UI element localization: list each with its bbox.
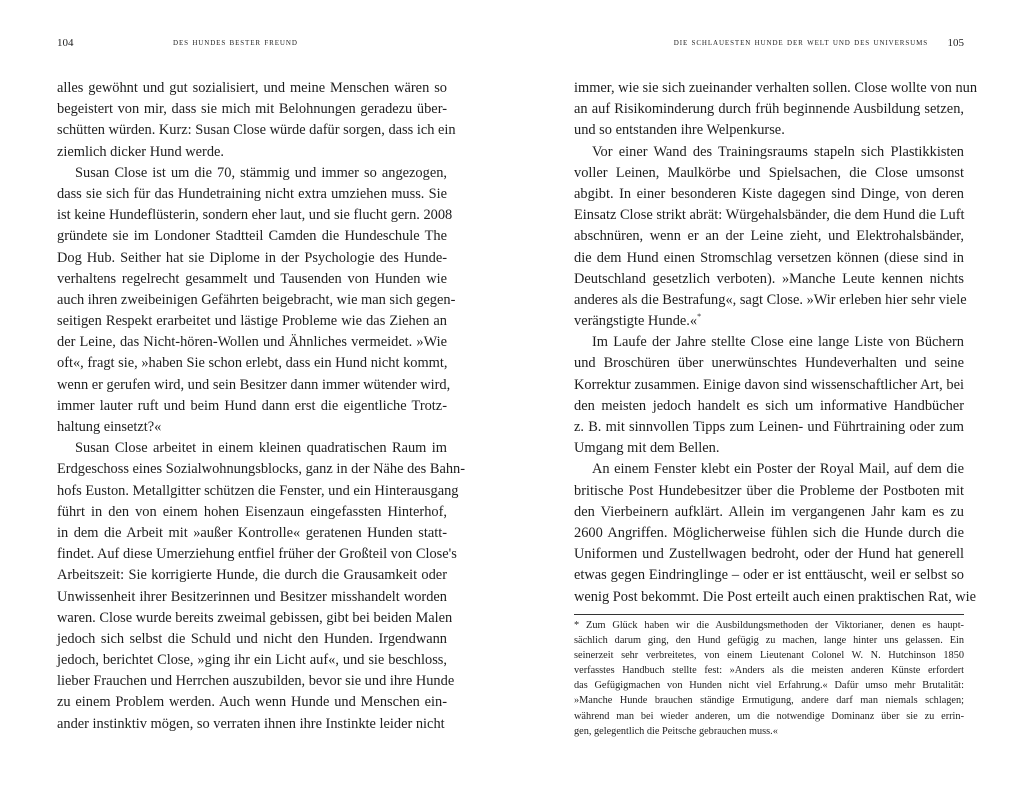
text-line: Umgang mit dem Bellen. <box>574 440 720 457</box>
text-line: Susan Close ist um die 70, stämmig und immer so angezogen, <box>75 164 447 181</box>
text-line: etwas gegen Eindringlinge – oder er ist enttäuscht, weil er selbst so <box>574 567 964 584</box>
text-line: Unwissenheit ihrer Besitzerinnen und Besitzer misshandelt worden <box>57 588 447 605</box>
text-line: hofs Euston. Metallgitter schützen die Fenster, und ein Hinterausgang <box>57 482 459 499</box>
text-line: dass sie sich für das Hundetraining nicht extra umziehen muss. Sie <box>57 185 447 202</box>
footnote-line: seinerzeit sehr verbreitetes, von einem Lieutenant Colonel W. N. Hutchinson 1850 <box>574 650 964 662</box>
running-title: des hundes bester freund <box>173 37 298 48</box>
body-text <box>57 78 466 735</box>
text-line: Erdgeschoss eines Sozialwohnungsblocks, ganz in der Nähe des Bahn- <box>57 461 466 478</box>
text-line: oft«, fragt sie, »haben Sie schon erlebt, dass ein Hund nicht kommt, <box>57 355 448 372</box>
text-line: findet. Auf diese Umerziehung entfiel früher der Großteil von Close's <box>57 546 457 563</box>
text-line: alles gewöhnt und gut sozialisiert, und meine Menschen wären so <box>57 80 447 96</box>
text-line: Deutschland gesetzlich verboten). »Manche Leute kennen nichts <box>574 270 964 287</box>
text-line: Susan Close arbeitet in einem kleinen quadratischen Raum im <box>75 440 447 457</box>
text-line: ist keine Hundeflüsterin, sondern eher laut, und sie flucht gern. 2008 <box>57 207 453 224</box>
text-line: verängstigte Hunde.«* <box>574 312 702 330</box>
text-line: haltung einsetzt?« <box>57 419 162 435</box>
text-line: und Broschüren über unerwünschtes Hundeverhalten und seine <box>574 355 964 372</box>
text-line: schütten würden. Kurz: Susan Close würde dafür sorgen, dass ich ein <box>57 122 456 139</box>
body-text <box>574 78 978 608</box>
footnote <box>574 618 964 739</box>
page-number: 105 <box>947 37 964 49</box>
text-line: auch ihren zweibeinigen Gefährten beigebracht, wie man sich gegen- <box>57 291 456 308</box>
footnote-rule <box>574 614 964 615</box>
footnote-line: das Gefügigmachen von Hunden nicht viel Erfahrung.« Dafür umso mehr Brutalität: <box>574 680 964 692</box>
text-line: immer lauter ruft und beim Hund dann erst die eigentliche Trotz- <box>57 397 447 414</box>
text-line: den Vierbeinern aufklärt. Allein im vergangenen Jahr kam es zu <box>574 503 964 520</box>
text-line: jedoch, berichtet Close, »ging ihr ein Licht auf«, und sie beschloss, <box>57 652 447 669</box>
text-line: abgibt. In einer besonderen Kiste dagegen sind Dinge, von deren <box>574 185 964 202</box>
footnote-line: »Manche Hunde brauchen ständige Ermutigung, andere darf man niemals schlagen; <box>574 695 964 707</box>
text-line: seitigen Respekt erarbeitet und lästige Probleme wie das Ziehen an <box>57 313 447 330</box>
text-line: lieber Frauchen und Herrchen auszubilden, bevor sie und ihre Hunde <box>57 673 455 690</box>
text-line: An einem Fenster klebt ein Poster der Royal Mail, auf dem die <box>592 461 964 478</box>
text-line: jedoch sich selbst die Schuld und nicht den Hunden. Irgendwann <box>57 630 447 647</box>
text-line: britische Post Hundebesitzer über die Probleme der Postboten mit <box>574 482 964 499</box>
text-line: gründete sie im Londoner Stadtteil Camden die Hundeschule The <box>57 228 447 245</box>
footnote-line: gen, gelegentlich die Peitsche gebrauchen muss.« <box>574 725 778 737</box>
text-line: zu einem Problem werden. Auch wenn Hunde und Menschen ein- <box>57 694 447 711</box>
text-line: Vor einer Wand des Trainingsraums stapeln sich Plastikkisten <box>592 143 964 160</box>
left-page <box>57 0 466 793</box>
text-line: z. B. mit sinnvollen Tipps zum Leinen- und Führtraining oder zum <box>574 419 964 435</box>
page-number: 104 <box>57 37 74 49</box>
text-line: ziemlich dicker Hund werde. <box>57 143 225 160</box>
text-line: Einsatz Close strikt abrät: Würgehalsbänder, die dem Hund die Luft <box>574 207 965 224</box>
running-head-right <box>574 37 964 51</box>
right-page <box>574 0 978 793</box>
text-line: voller Leinen, Maulkörbe und Spielsachen, die Close umsonst <box>574 164 964 181</box>
text-line: an auf Risikominderung durch früh beginnende Ausbildung setzen, <box>574 101 964 118</box>
text-line: immer, wie sie sich zueinander verhalten sollen. Close wollte von nun <box>574 80 978 96</box>
text-line: begeistert von mir, dass sie mich mit Belohnungen geradezu über- <box>57 101 447 118</box>
text-line: Korrektur zusammen. Einige davon sind wissenschaftlicher Art, bei <box>574 376 964 393</box>
text-line: 2600 Angriffen. Möglicherweise fühlen sich die Hunde durch die <box>574 524 964 541</box>
running-title: die schlauesten hunde der welt und des universums <box>673 37 928 48</box>
footnote-line: sächlich darum ging, den Hund gefügig zu machen, lange hinter uns gelassen. Ein <box>574 635 964 647</box>
text-line: Uniformen und Zustellwagen bedroht, oder der Hund hat generell <box>574 546 964 563</box>
footnote-marker[interactable]: * <box>697 312 702 322</box>
footnote-line: * Zum Glück haben wir die Ausbildungsmethoden der Viktorianer, denen es haupt- <box>574 620 964 631</box>
text-line: Dog Hub. Seither hat sie Diplome in der Psychologie des Hunde- <box>57 249 447 266</box>
text-line: in dem die Arbeit mit »außer Kontrolle« geratenen Hunden statt- <box>57 524 447 541</box>
text-line: Im Laufe der Jahre stellte Close eine lange Liste von Büchern <box>592 334 964 351</box>
text-line: der Leine, das Nicht-hören-Wollen und Ähnliches vermeidet. »Wie <box>57 334 447 351</box>
text-line: die dem Hund einen Stromschlag versetzen können (diese sind in <box>574 249 964 266</box>
text-line: ander instinktiv mögen, so verraten ihnen ihre Instinkte leider nicht <box>57 715 445 732</box>
running-head-left <box>57 37 447 51</box>
footnote-line: während man bei wieder anderen, um die notwendige Dominanz über sie zu errin- <box>574 710 964 722</box>
text-line: den meisten jedoch handelt es sich um informative Handbücher <box>574 397 964 414</box>
text-line: wenn er gerufen wird, und sein Besitzer dann immer wütender wird, <box>57 376 451 393</box>
text-line: führt in den von einem hohen Eisenzaun eingefassten Hinterhof, <box>57 503 447 520</box>
text-line: und so entstanden ihre Welpenkurse. <box>574 122 785 139</box>
text-line: abschnüren, wenn er an der Leine zieht, und Elektrohalsbänder, <box>574 228 964 245</box>
text-line: wenig Post bekommt. Die Post erteilt auch einen praktischen Rat, wie <box>574 588 977 605</box>
text-line: waren. Close wurde bereits zweimal gebissen, gibt bei beiden Malen <box>57 609 453 626</box>
footnote-line: verfasstes Handbuch stellte fest: »Anders als die meisten anderen Künste erfordert <box>574 665 964 677</box>
text-line: Arbeitszeit: Sie korrigierte Hunde, die durch die Grausamkeit oder <box>57 567 447 584</box>
text-line: verhaltens regelrecht gesammelt und Tausenden von Hunden wie <box>57 270 447 287</box>
text-line: anderes als die Bestrafung«, sagt Close. »Wir erleben hier sehr viele <box>574 291 967 308</box>
